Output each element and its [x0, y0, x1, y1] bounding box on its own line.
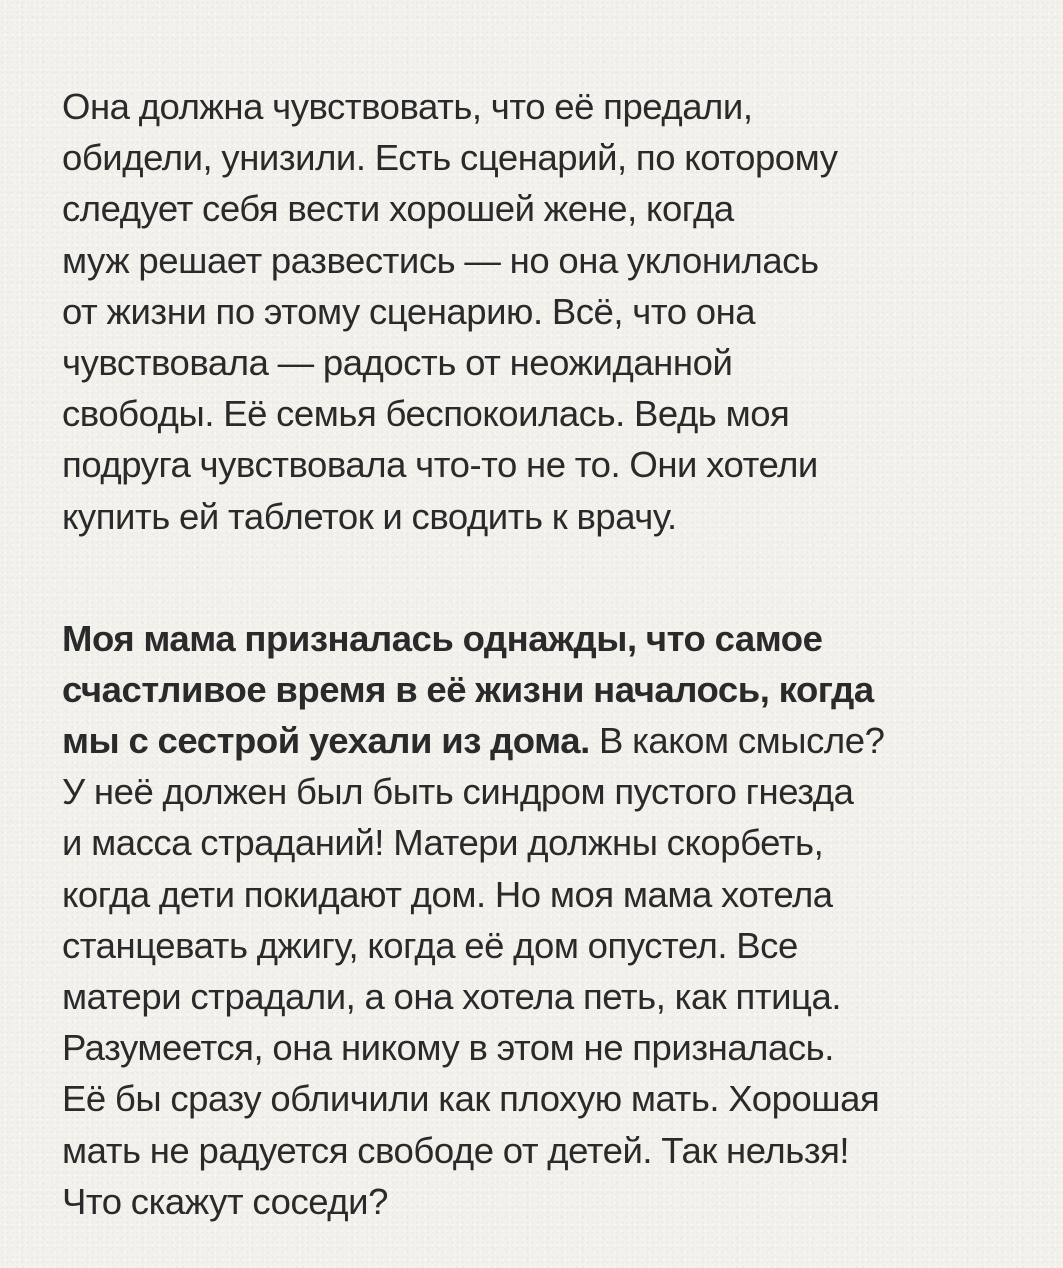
paragraph-2-line-rest: В каком смысле? — [589, 720, 885, 762]
paragraph-2-bold-line: счастливое время в её жизни началось, когда — [62, 668, 874, 710]
paragraph-1-line: подруга чувствовала что-то не то. Они хотели — [62, 444, 818, 486]
paragraph-2-line: станцевать джигу, когда её дом опустел. Все — [62, 924, 798, 966]
paragraph-1-line: следует себя вести хорошей жене, когда — [62, 188, 734, 230]
paragraph-2-line: мать не радуется свободе от детей. Так нельзя! — [62, 1129, 850, 1171]
paragraph-2-line: когда дети покидают дом. Но моя мама хотела — [62, 873, 833, 915]
paragraph-2-line: и масса страданий! Матери должны скорбеть, — [62, 822, 824, 864]
paragraph-1-line: Она должна чувствовать, что её предали, — [62, 86, 753, 127]
paragraph-1-line: обидели, унизили. Есть сценарий, по которому — [62, 137, 838, 179]
paragraph-2-line: Разумеется, она никому в этом не призналась. — [62, 1027, 834, 1069]
paragraph-2-line: Её бы сразу обличили как плохую мать. Хорошая — [62, 1078, 880, 1120]
paragraph-2-line: матери страдали, а она хотела петь, как птица. — [62, 976, 842, 1017]
paragraph-1 — [62, 81, 1047, 542]
paragraph-1-line: муж решает развестись — но она уклонилась — [62, 239, 819, 281]
paragraph-2-bold-end: мы с сестрой уехали из дома. — [62, 720, 590, 762]
paragraph-1-line: от жизни по этому сценарию. Всё, что она — [62, 290, 756, 332]
paragraph-1-line: свободы. Её семья беспокоилась. Ведь моя — [62, 393, 790, 435]
paragraph-2-bold-line: Моя мама призналась однажды, что самое — [62, 617, 823, 659]
paragraph-1-line: чувствовала — радость от неожиданной — [62, 341, 733, 383]
paragraph-2-line: Что скажут соседи? — [62, 1180, 388, 1222]
paragraph-2-line: У неё должен был быть синдром пустого гнезда — [62, 771, 854, 813]
paragraph-2 — [62, 613, 1047, 1227]
paragraph-1-line: купить ей таблеток и сводить к врачу. — [62, 495, 677, 537]
paragraph-2-mixed-line — [62, 715, 1047, 766]
article-body — [62, 81, 1047, 1227]
